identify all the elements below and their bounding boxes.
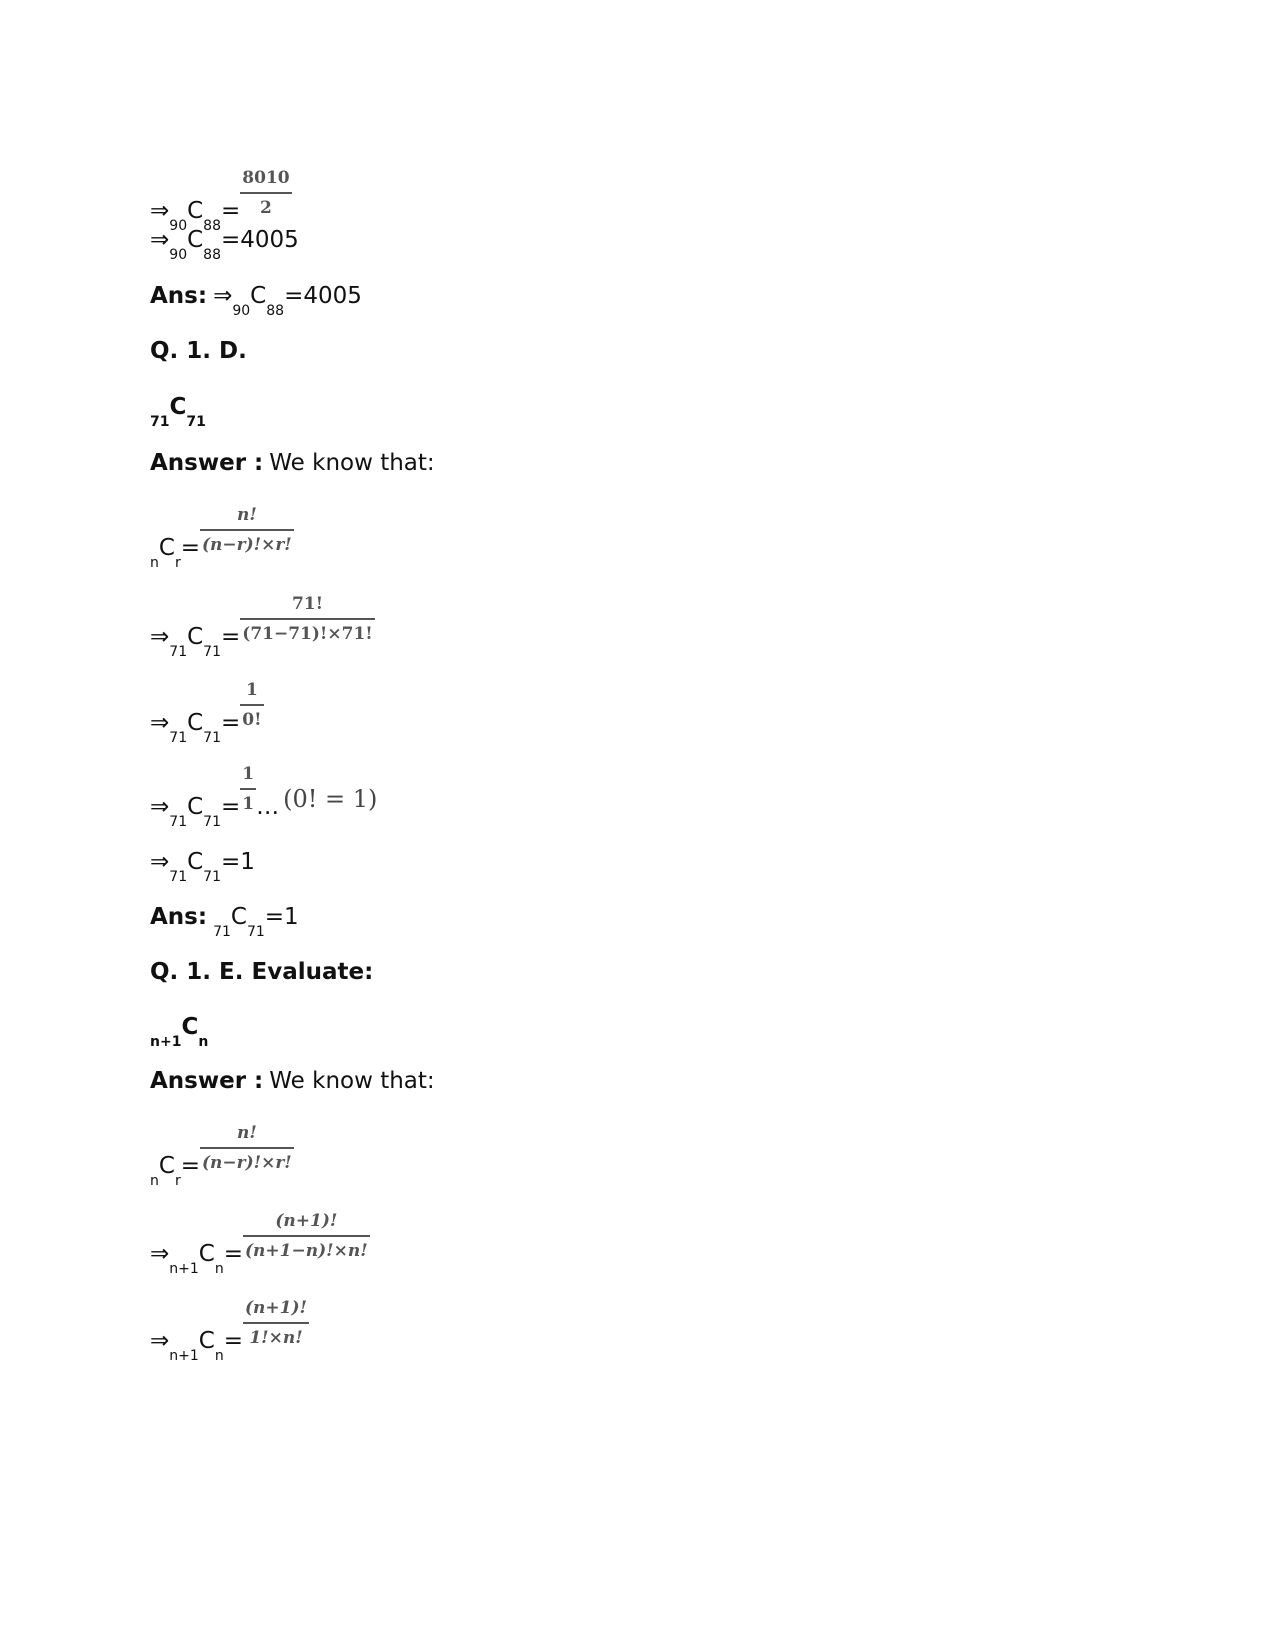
implies-symbol: ⇒: [150, 849, 170, 875]
combination-symbol: C: [169, 394, 187, 420]
result: =1: [221, 849, 255, 875]
zero-factorial-note: (0! = 1): [283, 785, 378, 813]
fraction: [240, 594, 374, 644]
answer-90c88: Ans: ⇒ 90 C 88 =4005: [150, 283, 362, 319]
combination-symbol: C: [198, 1241, 215, 1267]
fraction: [243, 1298, 309, 1348]
fraction: [240, 764, 256, 814]
combination-symbol: C: [187, 849, 204, 875]
question-title: Q. 1. E. Evaluate:: [150, 959, 374, 985]
answer-71c71: Ans: 71 C 71 =1: [150, 904, 299, 940]
equals: =: [180, 1153, 200, 1179]
combination-symbol: C: [187, 198, 204, 224]
denominator: 1: [242, 794, 255, 814]
fraction: [240, 168, 291, 218]
question-title: Q. 1. D.: [150, 338, 247, 364]
implies-symbol: ⇒: [150, 710, 170, 736]
combination-symbol: C: [198, 1328, 215, 1354]
equals: =: [221, 624, 241, 650]
implies-symbol: ⇒: [150, 227, 170, 253]
numerator: n!: [200, 505, 294, 531]
result: =4005: [284, 283, 362, 309]
combination-symbol: C: [187, 794, 204, 820]
fraction: [200, 1123, 294, 1173]
numerator: n!: [200, 1123, 294, 1149]
denominator: (n−r)!×r!: [201, 1153, 292, 1173]
answer-intro-1e: [150, 1066, 435, 1096]
step-71c71-substitution: ⇒ 71 C 71 = $\frac{71!}{(71-71)!\times 71!}$: [150, 594, 373, 660]
denominator: (71−71)!×71!: [242, 624, 373, 644]
answer-text: We know that:: [269, 1068, 435, 1094]
step-n1cn-substitution: ⇒ n+1 C n = $\frac{(n+1)!}{(n+1-n)!\times n!}$: [150, 1211, 368, 1277]
combination-symbol: C: [230, 904, 247, 930]
implies-symbol: ⇒: [213, 283, 233, 309]
denominator: (n+1−n)!×n!: [245, 1241, 368, 1261]
answer-label: Answer :: [150, 1068, 264, 1094]
equals: =: [221, 710, 241, 736]
result: =4005: [221, 227, 299, 253]
numerator: (n+1)!: [243, 1298, 309, 1324]
denominator: 0!: [242, 710, 262, 730]
answer-label: Ans:: [150, 283, 208, 309]
ellipsis: …: [256, 794, 280, 820]
step-n1cn-simplify: ⇒ n+1 C n = $\frac{(n+1)!}{1!\times n!}$: [150, 1298, 307, 1364]
denominator: 1!×n!: [249, 1328, 303, 1348]
combination-symbol: C: [158, 535, 175, 561]
fraction: [240, 680, 263, 730]
numerator: 1: [240, 680, 263, 706]
step-71c71-zero-factorial: ⇒ 71 C 71 = $\frac{1}{1}$ … (0! = 1): [150, 764, 378, 830]
question-expression-1e: n+1 C n: [150, 1014, 209, 1050]
result: =1: [264, 904, 299, 930]
answer-label: Answer :: [150, 450, 264, 476]
equals: =: [223, 1328, 244, 1354]
step-71c71-result: ⇒ 71 C 71 =1: [150, 849, 255, 885]
ncr-formula: n C r = $\frac{n!}{(n-r)!\times r!}$: [150, 505, 292, 571]
equals: =: [180, 535, 200, 561]
denominator: (n−r)!×r!: [201, 535, 292, 555]
combination-symbol: C: [187, 227, 204, 253]
question-heading-1e: [150, 957, 373, 987]
numerator: 8010: [240, 168, 291, 194]
denominator: 2: [260, 198, 272, 218]
implies-symbol: ⇒: [150, 624, 170, 650]
equals: =: [223, 1241, 244, 1267]
numerator: (n+1)!: [243, 1211, 370, 1237]
combination-symbol: C: [158, 1153, 175, 1179]
numerator: 1: [240, 764, 256, 790]
implies-symbol: ⇒: [150, 794, 170, 820]
combination-symbol: C: [181, 1014, 199, 1040]
answer-text: We know that:: [269, 450, 435, 476]
step-71c71-simplify: ⇒ 71 C 71 = $\frac{1}{0!}$: [150, 680, 262, 746]
implies-symbol: ⇒: [150, 198, 170, 224]
equals: =: [221, 198, 241, 224]
step-90c88-result: ⇒ 90 C 88 =4005: [150, 227, 299, 263]
question-expression-1d: 71 C 71: [150, 394, 206, 430]
numerator: 71!: [240, 594, 374, 620]
fraction: [243, 1211, 370, 1261]
answer-label: Ans:: [150, 904, 208, 930]
combination-symbol: C: [250, 283, 267, 309]
implies-symbol: ⇒: [150, 1328, 170, 1354]
implies-symbol: ⇒: [150, 1241, 170, 1267]
combination-symbol: C: [187, 624, 204, 650]
fraction: [200, 505, 294, 555]
equals: =: [221, 794, 241, 820]
ncr-formula-repeat: n C r = $\frac{n!}{(n-r)!\times r!}$: [150, 1123, 292, 1189]
answer-intro-1d: [150, 448, 435, 478]
step-90c88-fraction: ⇒ 90 C 88 = $\frac{8010}{2}$: [150, 168, 290, 234]
question-heading-1d: [150, 336, 247, 366]
combination-symbol: C: [187, 710, 204, 736]
